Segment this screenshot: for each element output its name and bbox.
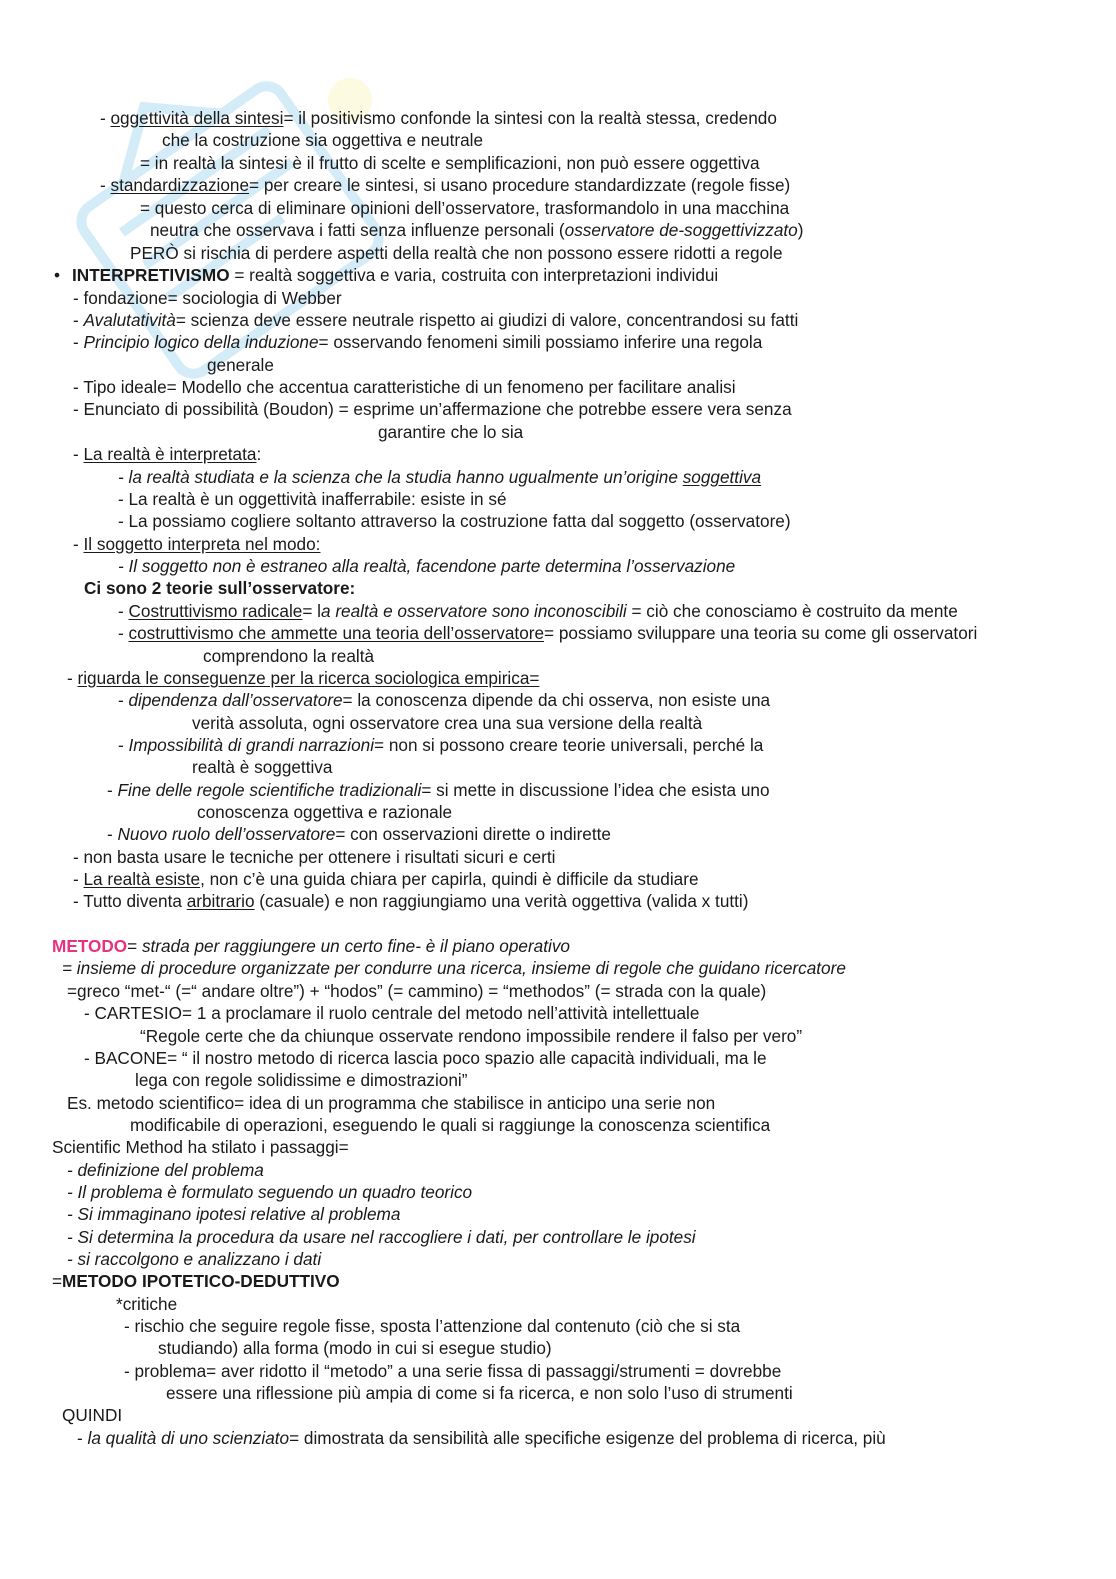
text-line: *critiche [116,1294,178,1314]
text-line: - Il soggetto non è estraneo alla realtà, facendone parte determina l’osservazione [118,556,736,576]
text-line: - BACONE= “ il nostro metodo di ricerca lascia poco spazio alle capacità individuali, ma le [84,1048,767,1068]
text-line: neutra che osservava i fatti senza influenze personali (osservatore de-soggettivizzato) [150,220,804,240]
text-line: garantire che lo sia [378,422,524,442]
text-line: realtà è soggettiva [192,757,333,777]
text-line: =greco “met-“ (=“ andare oltre”) + “hodos” (= cammino) = “methodos” (= strada con la quale) [67,981,767,1001]
text-line: Es. metodo scientifico= idea di un programma che stabilisce in anticipo una serie non [67,1093,716,1113]
text-line: - Costruttivismo radicale= la realtà e osservatore sono inconoscibili = ciò che conosciamo è costruito da mente [118,601,958,621]
text-line: - Si determina la procedura da usare nel raccogliere i dati, per controllare le ipotesi [67,1227,696,1247]
text-line: verità assoluta, ogni osservatore crea una sua versione della realtà [192,713,703,733]
text-line: modificabile di operazioni, eseguendo le quali si raggiunge la conoscenza scientifica [130,1115,771,1135]
text-line: = insieme di procedure organizzate per condurre una ricerca, insieme di regole che guidano ricercatore [62,958,846,978]
text-line: “Regole certe che da chiunque osservate rendono impossibile rendere il falso per vero” [140,1026,803,1046]
text-line: - la qualità di uno scienziato= dimostrata da sensibilità alle specifiche esigenze del problema di ricerca, più [77,1428,886,1448]
text-line: - la realtà studiata e la scienza che la studia hanno ugualmente un’origine soggettiva [118,467,762,487]
text-line: - costruttivismo che ammette una teoria dell’osservatore= possiamo sviluppare una teoria su come gli osservatori [118,623,978,643]
text-line: lega con regole solidissime e dimostrazioni” [135,1070,468,1090]
text-line: - Il problema è formulato seguendo un quadro teorico [67,1182,473,1202]
heading-metodo: METODO= strada per raggiungere un certo fine- è il piano operativo [52,936,570,956]
text-line: PERÒ si rischia di perdere aspetti della realtà che non possono essere ridotti a regole [130,243,783,263]
text-line: - La possiamo cogliere soltanto attraverso la costruzione fatta dal soggetto (osservatore) [118,511,791,531]
text-line: = in realtà la sintesi è il frutto di scelte e semplificazioni, non può essere oggettiva [140,153,760,173]
text-line: - CARTESIO= 1 a proclamare il ruolo centrale del metodo nell’attività intellettuale [84,1003,700,1023]
text-line: Scientific Method ha stilato i passaggi= [52,1137,349,1157]
text-line: essere una riflessione più ampia di come si fa ricerca, e non solo l’uso di strumenti [166,1383,793,1403]
text-line: - problema= aver ridotto il “metodo” a una serie fissa di passaggi/strumenti = dovrebbe [124,1361,782,1381]
text-line: - definizione del problema [67,1160,264,1180]
text-line: - Fine delle regole scientifiche tradizionali= si mette in discussione l’idea che esista uno [107,780,770,800]
text-line: - Impossibilità di grandi narrazioni= non si possono creare teorie universali, perché la [118,735,764,755]
text-line: - Si immaginano ipotesi relative al problema [67,1204,401,1224]
text-line: - rischio che seguire regole fisse, sposta l’attenzione dal contenuto (ciò che si sta [124,1316,741,1336]
text-line: = questo cerca di eliminare opinioni dell’osservatore, trasformandolo in una macchina [140,198,790,218]
subheading-teorie: Ci sono 2 teorie sull’osservatore: [84,578,356,598]
text-line: - La realtà è interpretata: [73,444,262,464]
text-line: - Tutto diventa arbitrario (casuale) e non raggiungiamo una verità oggettiva (valida x tutti) [73,891,749,911]
text-line: - riguarda le conseguenze per la ricerca sociologica empirica= [67,668,540,688]
heading-ipotetico-deduttivo: =METODO IPOTETICO-DEDUTTIVO [52,1271,340,1291]
text-line: QUINDI [62,1405,123,1425]
text-line: - La realtà esiste, non c’è una guida chiara per capirla, quindi è difficile da studiare [73,869,699,889]
text-line: - Nuovo ruolo dell’osservatore= con osservazioni dirette o indirette [107,824,611,844]
text-line: comprendono la realtà [203,646,375,666]
text-line: - si raccolgono e analizzano i dati [67,1249,322,1269]
text-line: - dipendenza dall’osservatore= la conoscenza dipende da chi osserva, non esiste una [118,690,771,710]
text-line: - fondazione= sociologia di Webber [73,288,342,308]
text-line: - non basta usare le tecniche per ottenere i risultati sicuri e certi [73,847,556,867]
text-line: - Il soggetto interpreta nel modo: [73,534,321,554]
text-line: - Enunciato di possibilità (Boudon) = esprime un’affermazione che potrebbe essere vera senza [73,399,792,419]
line-oggettivita: - oggettività della sintesi= il positivismo confonde la sintesi con la realtà stessa, credendo [100,108,777,128]
text-line: - La realtà è un oggettività inafferrabile: esiste in sé [118,489,507,509]
text-line: generale [207,355,274,375]
text-line: - Principio logico della induzione= osservando fenomeni simili possiamo inferire una regola [73,332,763,352]
text-line: studiando) alla forma (modo in cui si esegue studio) [158,1338,552,1358]
text-line: conoscenza oggettiva e razionale [197,802,453,822]
heading-interpretivismo: • INTERPRETIVISMO = realtà soggettiva e varia, costruita con interpretazioni individui [54,265,719,285]
line-standardizzazione: - standardizzazione= per creare le sintesi, si usano procedure standardizzate (regole fisse) [100,175,791,195]
text-line: - Tipo ideale= Modello che accentua caratteristiche di un fenomeno per facilitare analisi [73,377,736,397]
text-line: che la costruzione sia oggettiva e neutrale [162,130,484,150]
text-line: - Avalutatività= scienza deve essere neutrale rispetto ai giudizi di valore, concentrandosi su fatti [73,310,799,330]
